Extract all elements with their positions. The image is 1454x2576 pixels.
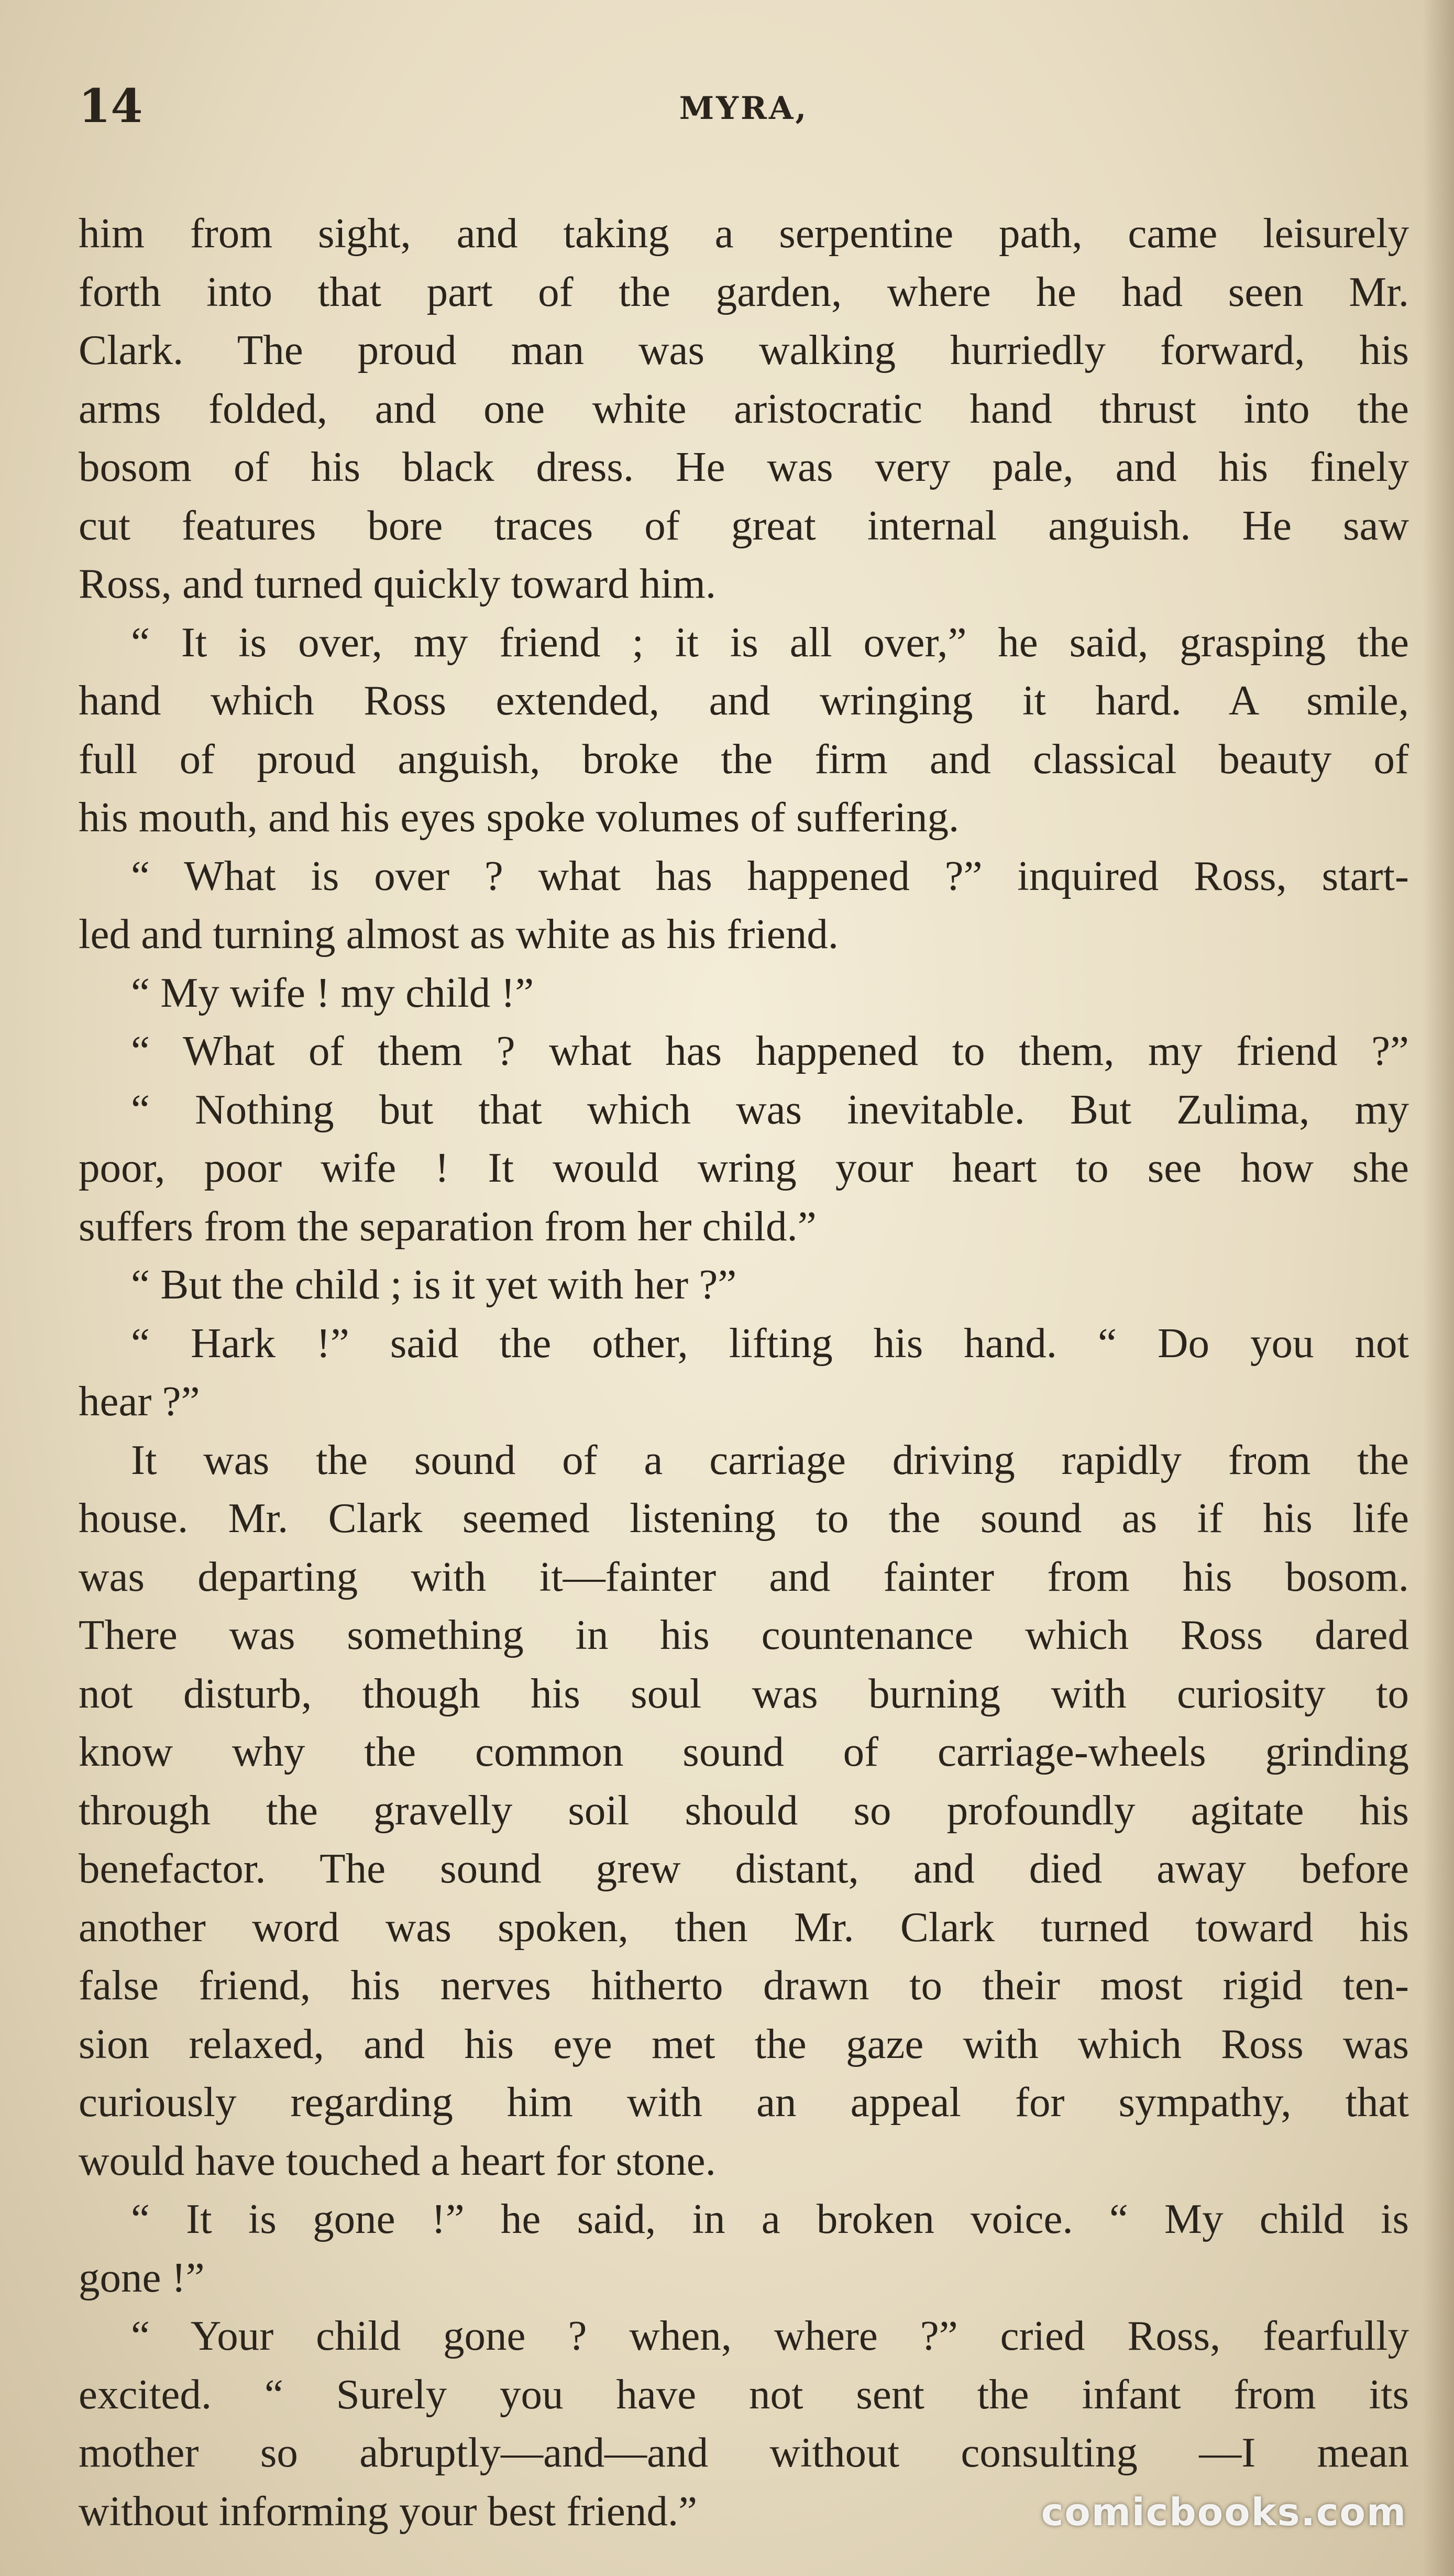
text-line: “ What of them ? what has happened to them, my friend ?”: [131, 1027, 1409, 1074]
text-line: “ Hark !” said the other, lifting his hand. “ Do you not: [131, 1319, 1409, 1367]
text-line: his mouth, and his eyes spoke volumes of suffering.: [79, 794, 960, 841]
text-line: forth into that part of the garden, where he had seen Mr.: [79, 268, 1409, 315]
text-line: another word was spoken, then Mr. Clark turned toward his: [79, 1903, 1409, 1951]
text-line: through the gravelly soil should so profoundly agitate his: [79, 1786, 1409, 1834]
running-title: MYRA,: [679, 90, 809, 127]
text-line: hear ?”: [79, 1378, 200, 1425]
text-line: without informing your best friend.”: [79, 2487, 698, 2535]
text-line: “ My wife ! my child !”: [131, 968, 534, 1016]
text-line: “ But the child ; is it yet with her ?”: [131, 1261, 737, 1308]
text-line: false friend, his nerves hitherto drawn to their most rigid ten-: [79, 1962, 1409, 2009]
text-line: full of proud anguish, broke the firm and classical beauty of: [79, 735, 1409, 783]
text-line: him from sight, and taking a serpentine path, came leisurely: [79, 210, 1409, 257]
text-line: not disturb, though his soul was burning with curiosity to: [79, 1669, 1409, 1717]
text-line: “ What is over ? what has happened ?” inquired Ross, start-: [131, 852, 1409, 899]
text-line: suffers from the separation from her child.”: [79, 1202, 817, 1250]
text-line: benefactor. The sound grew distant, and died away before: [79, 1845, 1409, 1892]
text-line: gone !”: [79, 2253, 205, 2301]
text-line: “ Your child gone ? when, where ?” cried Ross, fearfully: [131, 2312, 1409, 2359]
text-line: poor, poor wife ! It would wring your heart to see how she: [79, 1144, 1409, 1191]
text-line: know why the common sound of carriage-wheels grinding: [79, 1728, 1409, 1775]
text-line: “ Nothing but that which was inevitable. But Zulima, my: [131, 1085, 1409, 1133]
text-line: There was something in his countenance which Ross dared: [79, 1611, 1409, 1658]
page-edge-shadow: [1423, 0, 1454, 2576]
text-line: “ It is gone !” he said, in a broken voice. “ My child is: [131, 2195, 1409, 2242]
text-line: bosom of his black dress. He was very pale, and his finely: [79, 443, 1409, 490]
text-line: house. Mr. Clark seemed listening to the sound as if his life: [79, 1494, 1409, 1542]
text-line: Ross, and turned quickly toward him.: [79, 560, 717, 607]
page-number: 14: [79, 79, 143, 133]
text-line: led and turning almost as white as his friend.: [79, 910, 839, 957]
text-line: sion relaxed, and his eye met the gaze with which Ross was: [79, 2020, 1409, 2067]
text-line: Clark. The proud man was walking hurriedly forward, his: [79, 326, 1409, 373]
text-line: was departing with it—fainter and fainter from his bosom.: [79, 1553, 1409, 1600]
text-line: arms folded, and one white aristocratic hand thrust into the: [79, 384, 1409, 432]
text-line: curiously regarding him with an appeal for sympathy, that: [79, 2078, 1409, 2126]
text-line: hand which Ross extended, and wringing it hard. A smile,: [79, 677, 1409, 724]
text-line: It was the sound of a carriage driving rapidly from the: [131, 1436, 1409, 1483]
text-line: mother so abruptly—and—and without consulting —I mean: [79, 2429, 1409, 2476]
text-line: “ It is over, my friend ; it is all over,” he said, grasping the: [131, 618, 1409, 666]
text-line: excited. “ Surely you have not sent the infant from its: [79, 2370, 1409, 2418]
text-line: would have touched a heart for stone.: [79, 2137, 716, 2184]
watermark: comicbooks.com: [1041, 2490, 1407, 2534]
page-header: [79, 79, 1409, 136]
text-line: cut features bore traces of great internal anguish. He saw: [79, 501, 1409, 549]
body-text: [79, 204, 1409, 2540]
